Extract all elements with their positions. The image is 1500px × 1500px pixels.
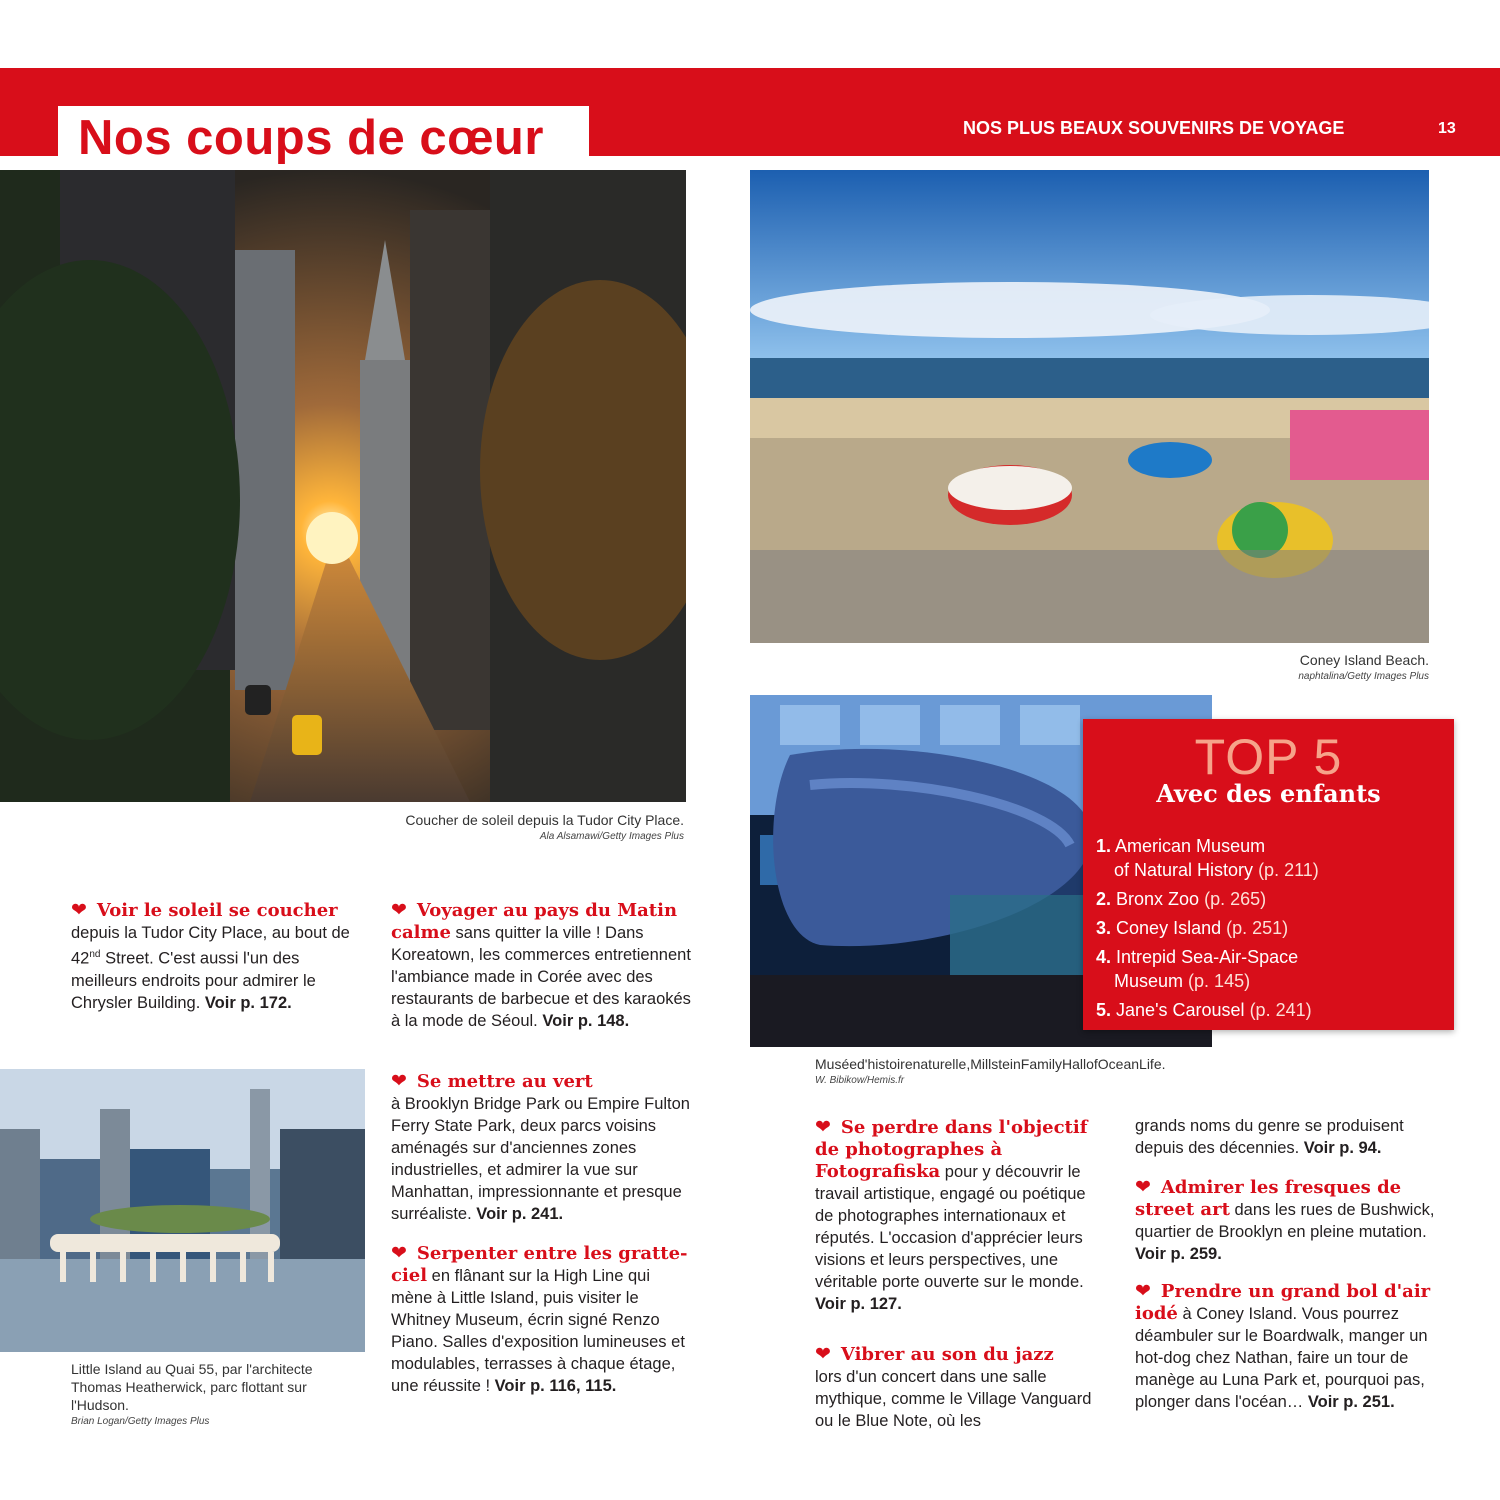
entry-heading: Voir le soleil se coucher	[96, 900, 338, 921]
entry-heading: Prendre un grand bol d'air iodé	[1135, 1281, 1431, 1324]
heart-icon: ❤	[391, 1243, 407, 1264]
heart-icon: ❤	[71, 900, 87, 921]
coney-caption: Coney Island Beach.	[1299, 652, 1429, 668]
page-ref: Voir p. 251.	[1307, 1393, 1395, 1411]
little-island-photo	[0, 1069, 365, 1352]
sunset-caption: Coucher de soleil depuis la Tudor City Place.	[405, 812, 684, 828]
top5-item: 2. Bronx Zoo (p. 265)	[1096, 889, 1267, 909]
entry-soleil: ❤ Voir le soleil se coucher depuis la Tudor City Place, au bout de 42nd Street. C'est aussi l'un des meilleurs endroits pour admirer le Chrysler Building. Voir p. 172.	[71, 900, 350, 1012]
museum-caption: Muséed'histoirenaturelle,MillsteinFamilyHallofOceanLife.	[815, 1056, 1166, 1072]
little-island-caption: Little Island au Quai 55, par l'architecte Thomas Heatherwick, parc flottant sur l'Hudson.	[71, 1361, 313, 1413]
heart-icon: ❤	[391, 1071, 407, 1092]
entry-heading: Se mettre au vert	[416, 1071, 593, 1092]
entry-heading: Se perdre dans l'objectif de photographes à Fotografiska	[815, 1117, 1088, 1182]
page-number: 13	[1438, 120, 1456, 137]
entry-bol: ❤ Prendre un grand bol d'air iodé à Coney Island. Vous pourrez déambuler sur le Boardwalk, manger un hot-dog chez Nathan, faire un tour de manège au Luna Park et, pourquoi pas, plonger dans l'océan… Voir p. 251.	[1135, 1281, 1431, 1411]
sunset-credit: Ala Alsamawi/Getty Images Plus	[539, 831, 684, 842]
entry-heading: Serpenter entre les gratte-ciel	[391, 1243, 688, 1286]
top5-subtitle: Avec des enfants	[1156, 779, 1381, 808]
section-title: Nos coups de cœur	[78, 111, 544, 165]
page-ref: Voir p. 127.	[815, 1295, 902, 1313]
running-title: NOS PLUS BEAUX SOUVENIRS DE VOYAGE	[963, 118, 1345, 138]
entry-heading: Admirer les fresques de street art	[1135, 1177, 1402, 1220]
page-ref: Voir p. 148.	[542, 1012, 630, 1030]
coney-credit: naphtalina/Getty Images Plus	[1298, 671, 1429, 682]
coney-island-photo	[750, 170, 1429, 643]
page-ref: Voir p. 172.	[204, 993, 292, 1012]
sunset-photo	[0, 170, 686, 802]
page-ref: Voir p. 94.	[1303, 1139, 1382, 1157]
top5-item: 4. Intrepid Sea-Air-Space Museum (p. 145)	[1096, 947, 1299, 991]
entry-serpenter: ❤ Serpenter entre les gratte-ciel en flânant sur la High Line qui mène à Little Island, puis visiter le Whitney Museum, écrin signé Renzo Piano. Salles d'exposition lumineuses et modulables, terrasses à chaque étage, une réussite ! Voir p. 116, 115.	[391, 1243, 688, 1395]
heart-icon: ❤	[1135, 1281, 1151, 1302]
entry-jazz: ❤ Vibrer au son du jazz lors d'un concert dans une salle mythique, comme le Village Vanguard ou le Blue Note, où les	[815, 1344, 1092, 1430]
page-ref: Voir p. 241.	[476, 1205, 564, 1223]
heart-icon: ❤	[815, 1344, 831, 1365]
entry-fotografiska: ❤ Se perdre dans l'objectif de photographes à Fotografiska pour y découvrir le travail artistique, engagé ou poétique de photographes internationaux et réputés. L'occasion d'apprécier leurs visions et leurs perspectives, une véritable porte ouverte sur le monde. Voir p. 127.	[815, 1117, 1088, 1313]
top5-item: 3. Coney Island (p. 251)	[1096, 918, 1289, 938]
entry-vert: ❤ Se mettre au vert à Brooklyn Bridge Park ou Empire Fulton Ferry State Park, deux parcs voisins aménagés sur d'anciennes zones industrielles, et admirer la vue sur Manhattan, impressionnante et presque surréaliste. Voir p. 241.	[391, 1071, 690, 1223]
entry-fresques: ❤ Admirer les fresques de street art dans les rues de Bushwick, quartier de Brooklyn en pleine mutation. Voir p. 259.	[1135, 1177, 1435, 1263]
entry-heading: Voyager au pays du Matin calme	[391, 900, 678, 943]
top5-item: 1. American Museum of Natural History (p. 211)	[1096, 836, 1319, 880]
museum-credit: W. Bibikow/Hemis.fr	[815, 1075, 905, 1086]
heart-icon: ❤	[1135, 1177, 1151, 1198]
entry-jazz-continued: grands noms du genre se produisent depuis des décennies. Voir p. 94.	[1135, 1117, 1404, 1157]
entry-heading: Vibrer au son du jazz	[840, 1344, 1054, 1365]
heart-icon: ❤	[391, 900, 407, 921]
entry-matin: ❤ Voyager au pays du Matin calme sans quitter la ville ! Dans Koreatown, les commerces entretiennent l'ambiance made in Corée avec des restaurants de barbecue et des karaokés à la mode de Séoul. Voir p. 148.	[391, 900, 691, 1030]
top5-item: 5. Jane's Carousel (p. 241)	[1096, 1000, 1312, 1020]
little-island-credit: Brian Logan/Getty Images Plus	[71, 1416, 210, 1427]
top5-box	[1083, 719, 1454, 1030]
heart-icon: ❤	[815, 1117, 831, 1138]
top5-list	[1096, 834, 1446, 1027]
top5-title: TOP 5	[1194, 729, 1343, 785]
page-ref: Voir p. 116, 115.	[494, 1377, 617, 1395]
page-ref: Voir p. 259.	[1135, 1245, 1222, 1263]
